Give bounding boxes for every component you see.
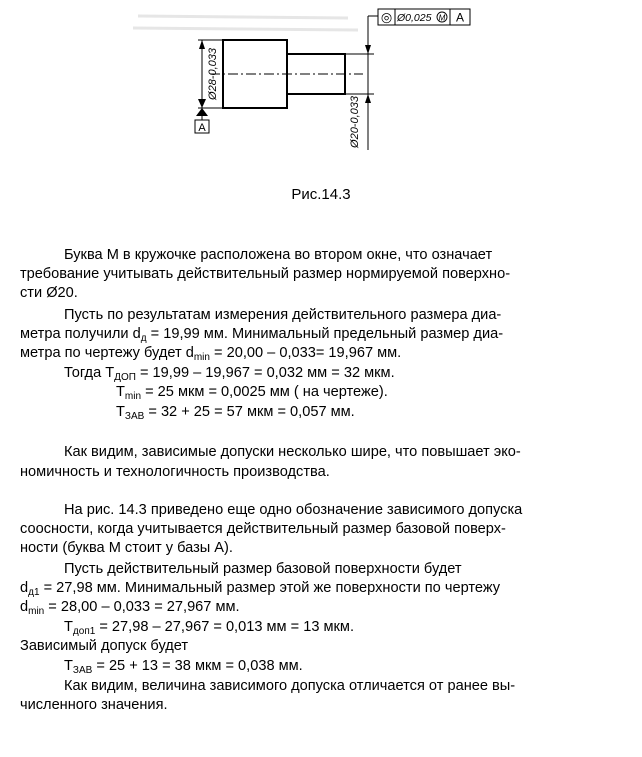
- text-line: ности (буква М стоит у базы А).: [20, 540, 233, 556]
- figure-caption: Рис.14.3: [291, 186, 351, 203]
- text-line: $T_{min} = 25$ мкм = 0,0025 мм ( на чертеже).: [116, 384, 388, 402]
- feature-control-frame: [378, 9, 470, 26]
- text-line: метра по чертежу будет $d_{min} = 20,00 - 0,033= 19,967$ мм.: [20, 345, 402, 363]
- text-line: численного значения.: [20, 697, 168, 713]
- text-line: Тогда $T_{ДОП} = 19,99 - 19,967 = 0,032$ мм = 32 мкм.: [64, 365, 395, 383]
- text-line: метра получили $d_д = 19,99$ мм. Минимальный предельный размер диа-: [20, 326, 504, 344]
- datum-triangle: [196, 108, 208, 116]
- text-line: На рис. 14.3 приведено еще одно обозначение зависимого допуска: [64, 502, 523, 518]
- text-line: $T_{доп1} = 27,98 - 27,967 = 0,013$ мм = 13 мкм.: [64, 619, 355, 637]
- text-line: номичность и технологичность производства.: [20, 464, 330, 480]
- left-dimension-label: Ø28-0,033: [207, 48, 219, 100]
- fcf-modifier: M: [438, 13, 446, 23]
- scan-artifact: [133, 16, 358, 30]
- text-line: $d_{min} = 28,00 - 0,033 = 27,967$ мм.: [20, 599, 240, 617]
- text-line: Зависимый допуск будет: [20, 638, 189, 654]
- technical-drawing: [118, 2, 498, 180]
- text-line: $d_{д1} = 27,98$ мм. Минимальный размер этой же поверхности по чертежу: [20, 580, 501, 598]
- fcf-datum: A: [455, 10, 465, 25]
- text-line: Пусть действительный размер базовой поверхности будет: [64, 561, 462, 577]
- datum-label: A: [198, 122, 206, 134]
- text-line: Как видим, величина зависимого допуска отличается от ранее вы-: [64, 678, 516, 694]
- text-line: Буква М в кружочке расположена во втором окне, что означает: [64, 247, 493, 263]
- text-line: Пусть по результатам измерения действительного размера диа-: [64, 307, 502, 323]
- concentricity-icon: ◎: [380, 10, 393, 26]
- text-line: Как видим, зависимые допуски несколько шире, что повышает эко-: [64, 444, 521, 460]
- text-line: $T_{ЗАВ} = 32 + 25 = 57$ мкм = 0,057 мм.: [116, 404, 355, 422]
- fcf-tolerance: Ø0,025: [397, 12, 432, 24]
- text-line: $T_{ЗАВ} = 25 + 13 = 38$ мкм = 0,038 мм.: [64, 658, 303, 676]
- right-dimension-label: Ø20-0,033: [349, 96, 361, 148]
- text-line: сти Ø20.: [20, 285, 78, 301]
- text-line: требование учитывать действительный размер нормируемой поверхно-: [20, 266, 511, 282]
- text-line: соосности, когда учитывается действительный размер базовой поверх-: [20, 521, 506, 537]
